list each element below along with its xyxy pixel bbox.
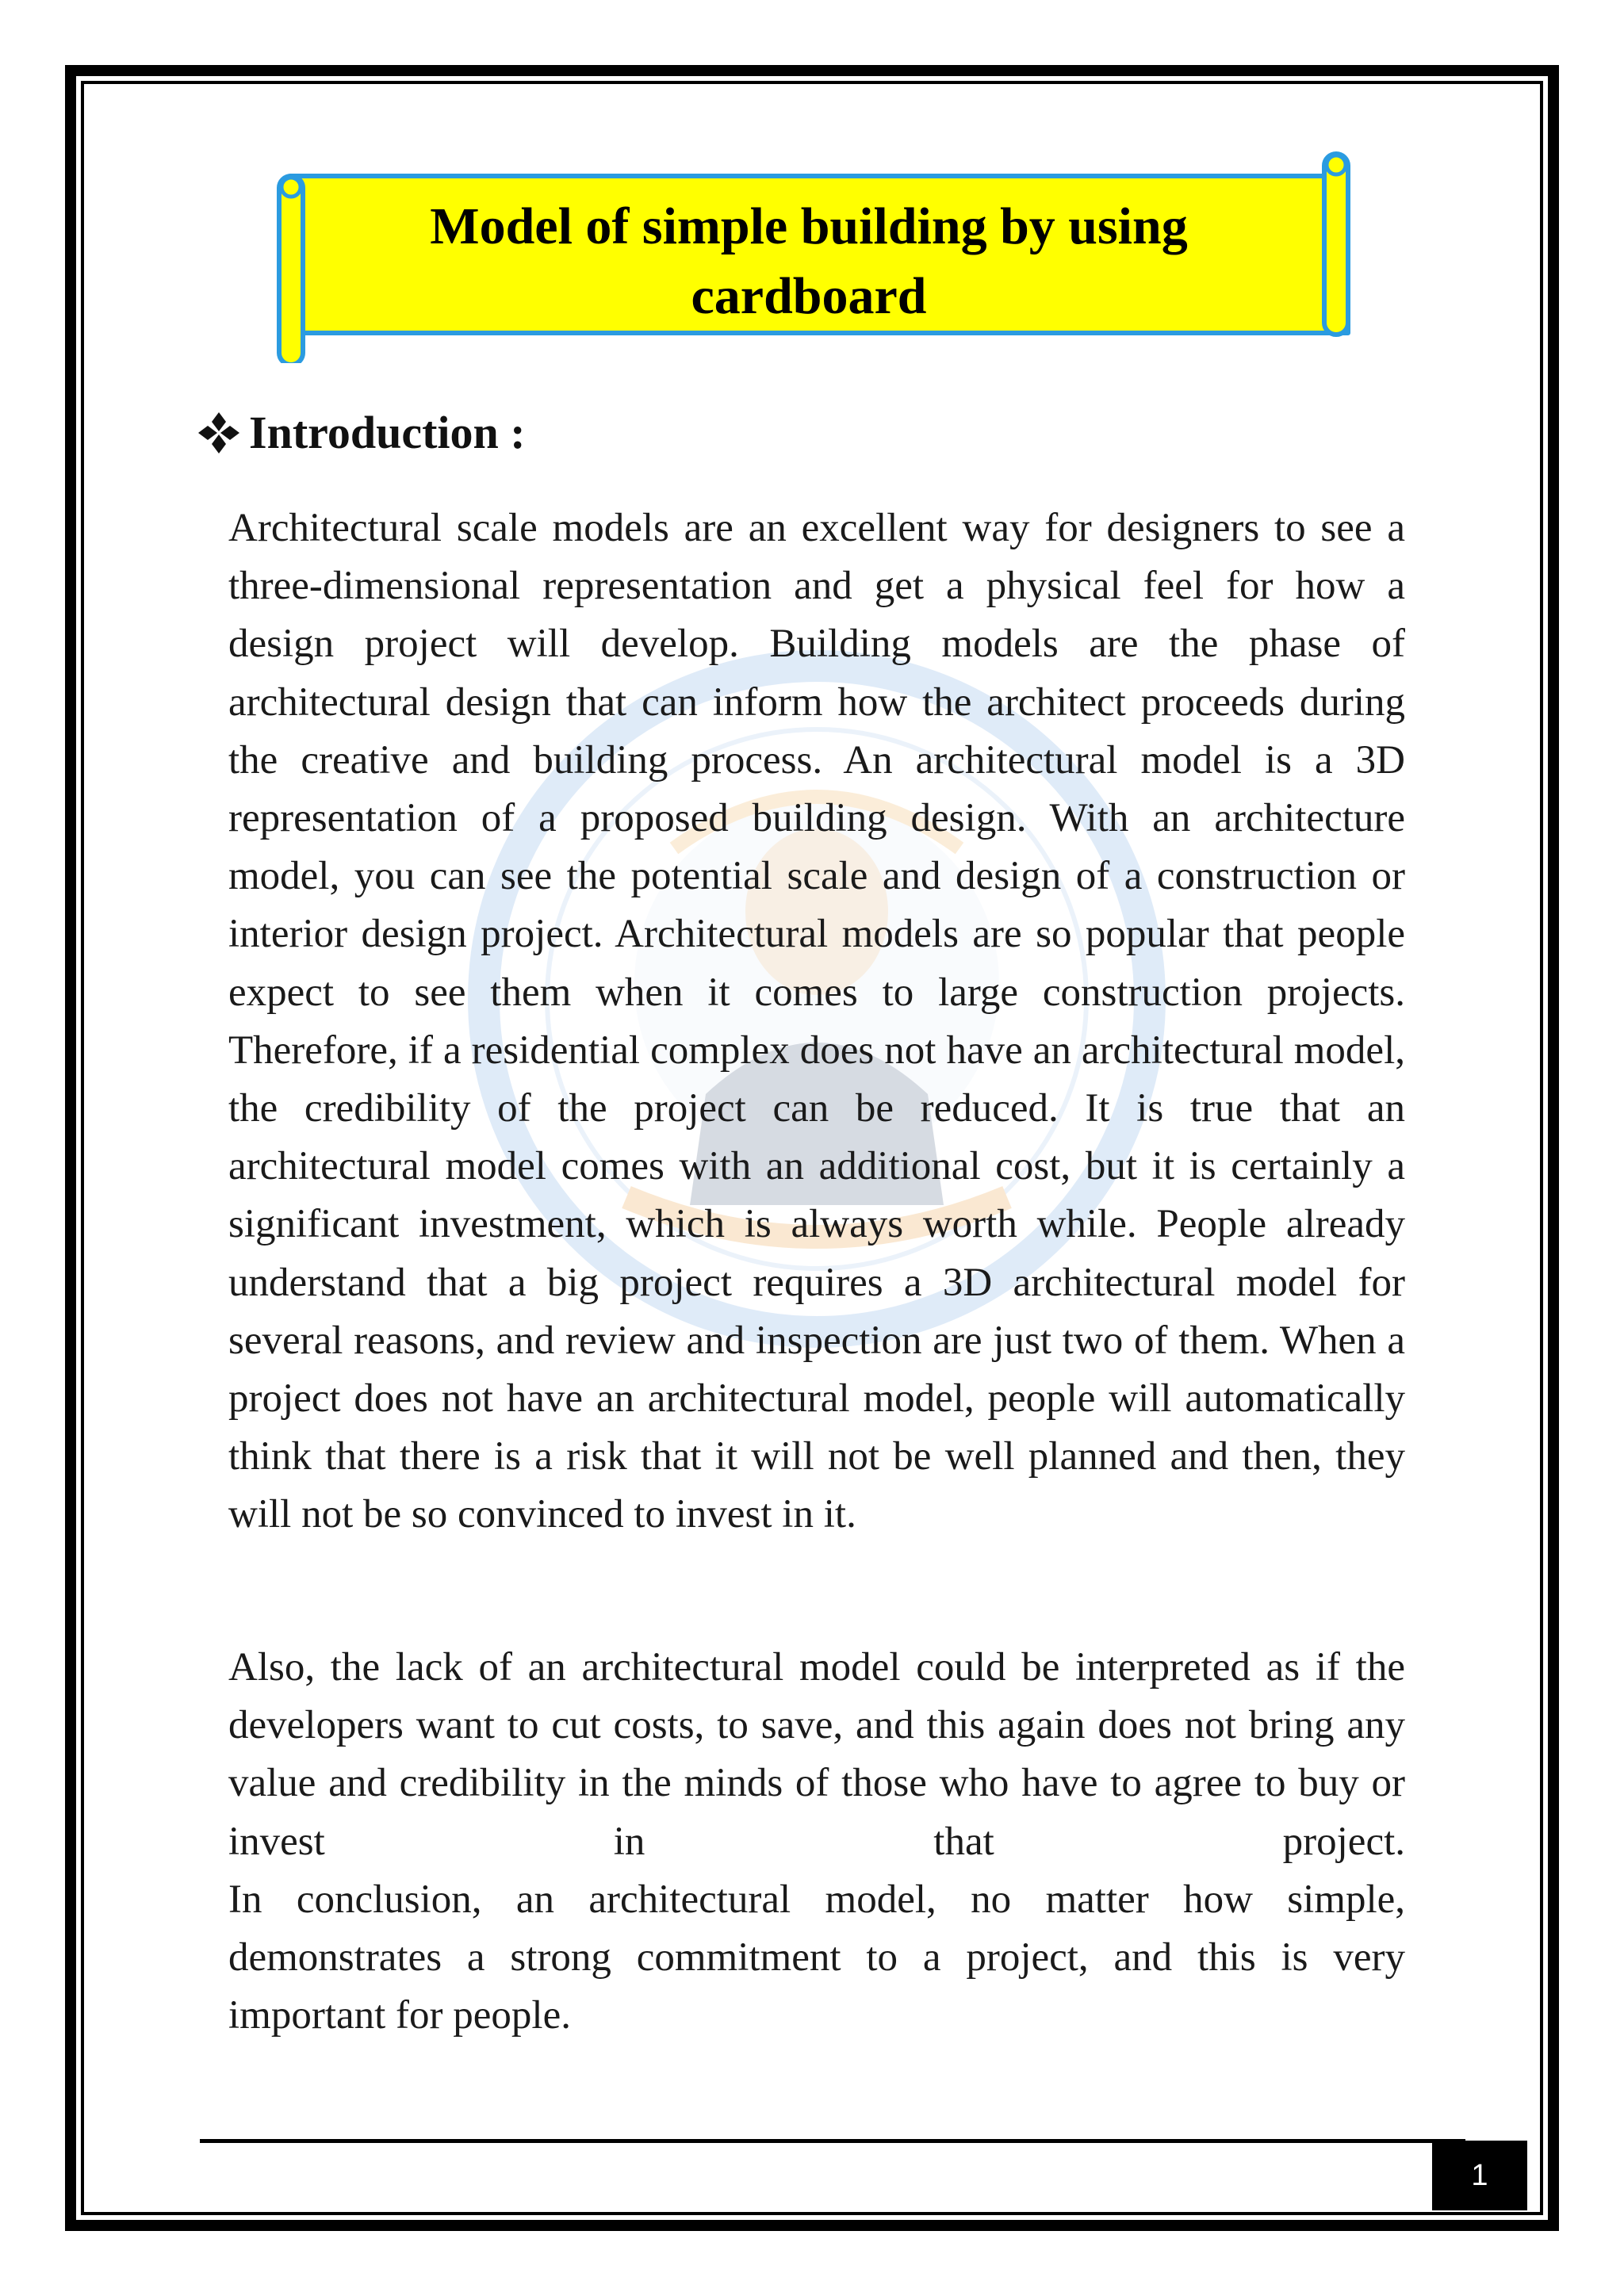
title-line-2: cardboard: [691, 267, 927, 325]
page-number: 1: [1471, 2158, 1488, 2192]
footer-divider: [200, 2139, 1465, 2143]
intro-paragraph-2-part-1: Also, the lack of an architectural model could be interpreted as if the developers want to cut costs, to save, and this again does not bring any value and credibility in the minds of those who have to agree to buy or invest in that project.: [228, 1645, 1405, 1864]
intro-paragraph-2-part-2: In conclusion, an architectural model, no matter how simple, demonstrates a strong commitment to a project, and this is very important for people.: [228, 1877, 1405, 2038]
intro-paragraph-1: Architectural scale models are an excellent way for designers to see a three-dimensional representation and get a physical feel for how a design project will develop. Building models are the phase of architectural design that can inform how the architect proceeds during the creative and building process. An architectural model is a 3D representation of a proposed building design. With an architecture model, you can see the potential scale and design of a construction or interior design project. Architectural models are so popular that people expect to see them when it comes to large construction projects. Therefore, if a residential complex does not have an architectural model, the credibility of the project can be reduced. It is true that an architectural model comes with an additional cost, but it is certainly a significant investment, which is always worth while. People already understand that a big project requires a 3D architectural model for several reasons, and review and inspection are just two of them. When a project does not have an architectural model, people will automatically think that there is a risk that it will not be well planned and then, they will not be so convinced to invest in it.: [228, 506, 1405, 1537]
page-title: [293, 192, 1324, 331]
page-number-badge: [1432, 2141, 1527, 2210]
four-diamond-icon: [197, 411, 241, 455]
intro-paragraph-2: [228, 1639, 1405, 2045]
section-heading-label: Introduction :: [249, 407, 526, 458]
title-line-1: Model of simple building by using: [430, 197, 1188, 255]
title-banner: [262, 149, 1364, 363]
section-heading: [197, 403, 526, 463]
